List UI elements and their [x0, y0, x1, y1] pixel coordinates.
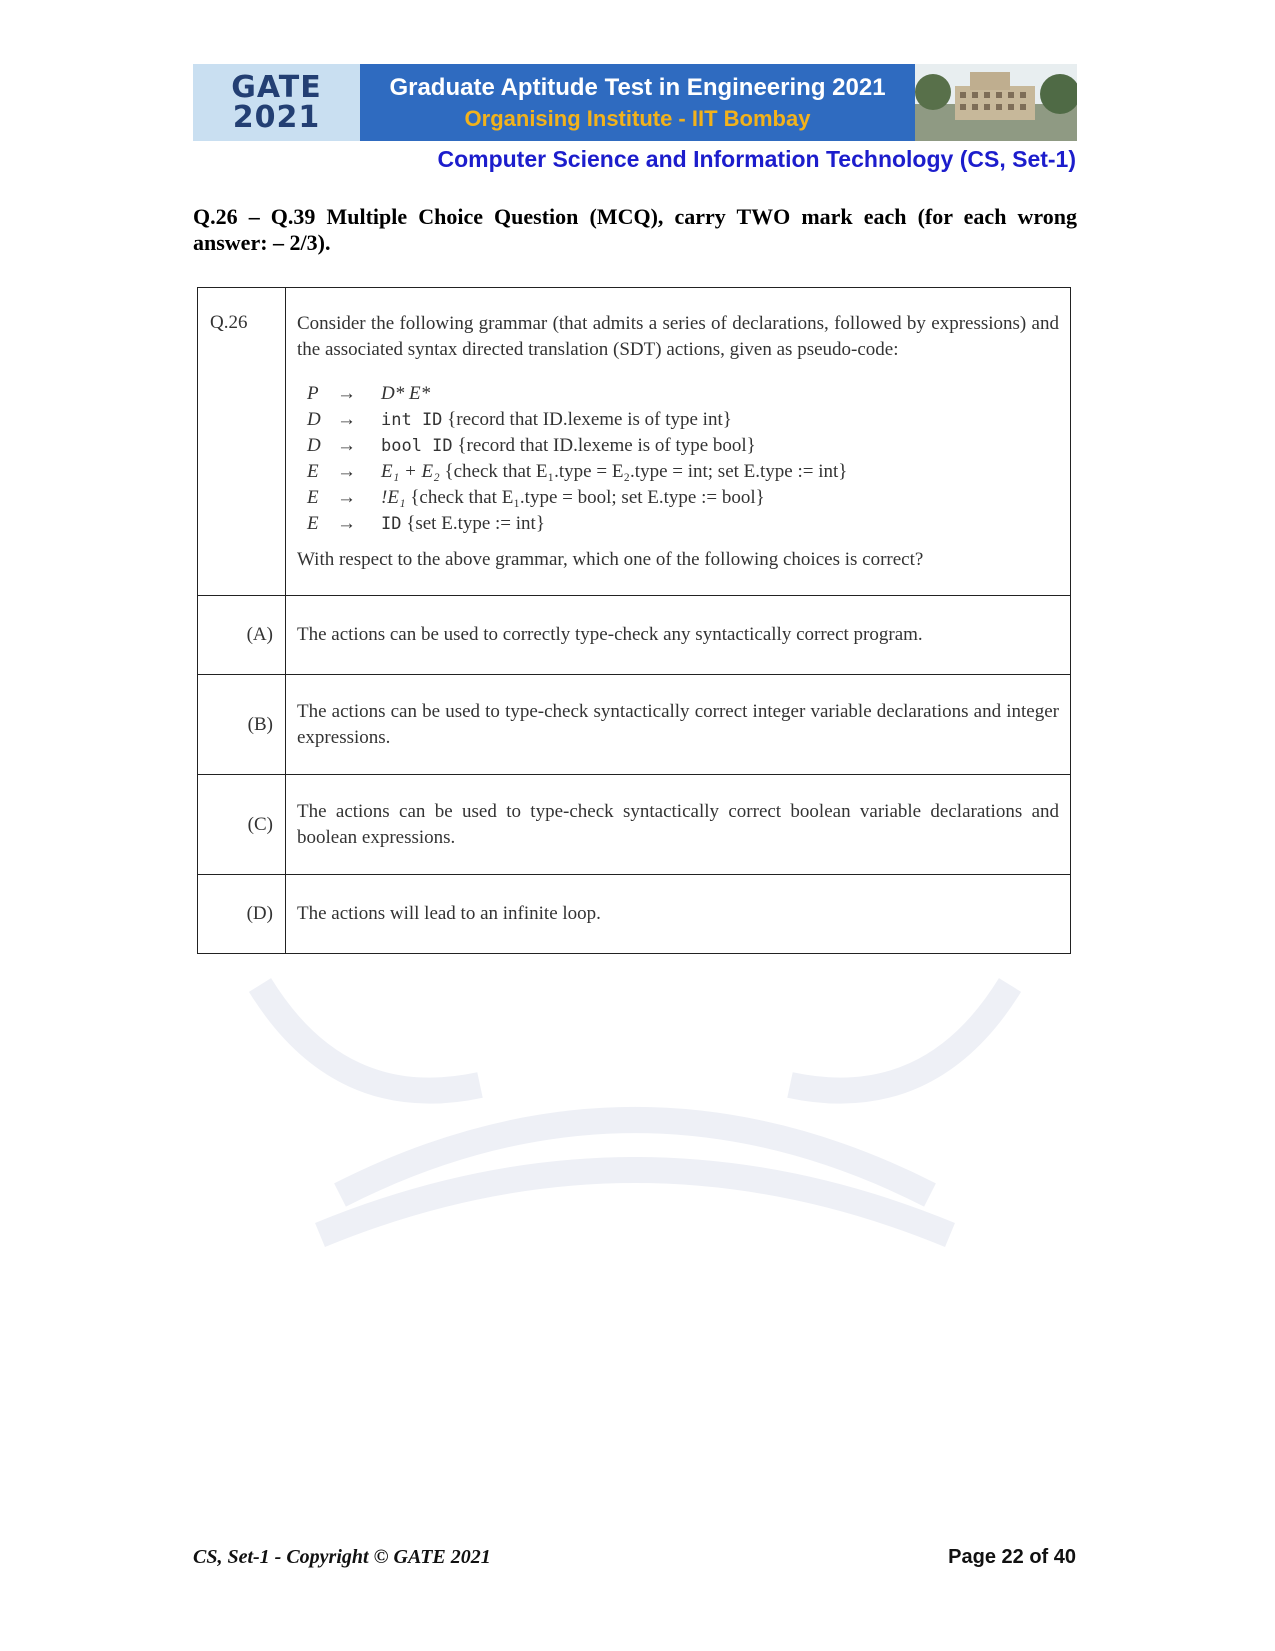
building-illustration-icon	[915, 64, 1077, 141]
question-table	[197, 287, 1071, 954]
option-label: (A)	[198, 596, 286, 675]
option-row-b[interactable]	[198, 675, 1071, 775]
logo-year-text: 2021	[232, 99, 321, 135]
option-text: The actions will lead to an infinite loop.	[286, 875, 1071, 954]
rule-rhs	[381, 485, 847, 511]
grammar-rule	[307, 381, 847, 407]
rule-code: int ID	[381, 410, 443, 430]
option-text: The actions can be used to correctly type-check any syntactically correct program.	[286, 596, 1071, 675]
rule-arrow: →	[337, 435, 356, 456]
rule-action: {check that E₁.type = E₂.type = int; set E.type := int}	[444, 461, 848, 482]
grammar-rule	[307, 407, 847, 433]
grammar-rule	[307, 433, 847, 459]
grammar-rule	[307, 511, 847, 537]
rule-action: {set E.type := int}	[406, 513, 545, 534]
question-intro: Consider the following grammar (that admits a series of declarations, followed by expressions) and the associated syntax directed translation (SDT) actions, given as pseudo-code:	[297, 313, 1059, 360]
rule-rhs	[381, 459, 847, 485]
gate-logo	[193, 64, 360, 141]
rule-code: bool ID	[381, 436, 453, 456]
footer-copyright: CS, Set-1 - Copyright © GATE 2021	[193, 1546, 491, 1568]
exam-title: Graduate Aptitude Test in Engineering 2021	[389, 73, 886, 101]
organising-institute: Organising Institute - IIT Bombay	[464, 105, 811, 131]
option-text: The actions can be used to type-check syntactically correct integer variable declarations and integer expressions.	[286, 675, 1071, 775]
grammar-rules	[307, 381, 847, 537]
rule-action: {record that ID.lexeme is of type int}	[447, 409, 732, 430]
rule-lhs: D	[307, 409, 321, 430]
rule-arrow: →	[337, 487, 356, 508]
rule-arrow: →	[337, 513, 356, 534]
logo-gate-text: GATE	[231, 69, 322, 105]
question-body	[286, 288, 1071, 596]
rule-arrow: →	[337, 383, 356, 404]
rule-lhs: E	[307, 487, 319, 508]
page-number: Page 22 of 40	[948, 1546, 1076, 1568]
section-heading: Q.26 – Q.39 Multiple Choice Question (MCQ), carry TWO mark each (for each wrong answer: – 2/3).	[193, 204, 1077, 255]
rule-lhs: E	[307, 513, 319, 534]
banner-title	[360, 64, 915, 141]
rule-lhs: E	[307, 461, 319, 482]
option-label: (D)	[198, 875, 286, 954]
option-row-c[interactable]	[198, 775, 1071, 875]
rule-action: {record that ID.lexeme is of type bool}	[457, 435, 756, 456]
rule-arrow: →	[337, 409, 356, 430]
grammar-rule	[307, 459, 847, 485]
rule-action: {check that E₁.type = bool; set E.type := bool}	[410, 487, 765, 508]
rule-arrow: →	[337, 461, 356, 482]
rule-lhs: D	[307, 435, 321, 456]
institute-building-image	[915, 64, 1077, 141]
question-row	[198, 288, 1071, 596]
option-row-d[interactable]	[198, 875, 1071, 954]
option-label: (B)	[198, 675, 286, 775]
watermark-emblem	[220, 965, 1050, 1265]
option-row-a[interactable]	[198, 596, 1071, 675]
header-banner	[193, 64, 1077, 141]
rule-rhs	[381, 407, 847, 433]
paper-title: Computer Science and Information Technology (CS, Set-1)	[437, 146, 1076, 172]
question-prompt: With respect to the above grammar, which one of the following choices is correct?	[297, 549, 924, 570]
rule-rhs: D* E*	[381, 383, 431, 404]
rule-rhs	[381, 433, 847, 459]
rule-expr: !E₁	[381, 487, 406, 508]
rule-code: ID	[381, 514, 402, 534]
option-text: The actions can be used to type-check syntactically correct boolean variable declarations and boolean expressions.	[286, 775, 1071, 875]
rule-rhs	[381, 511, 847, 537]
question-number: Q.26	[198, 288, 286, 596]
option-label: (C)	[198, 775, 286, 875]
rule-expr: E₁ + E₂	[381, 461, 440, 482]
grammar-rule	[307, 485, 847, 511]
rule-lhs: P	[307, 383, 319, 404]
